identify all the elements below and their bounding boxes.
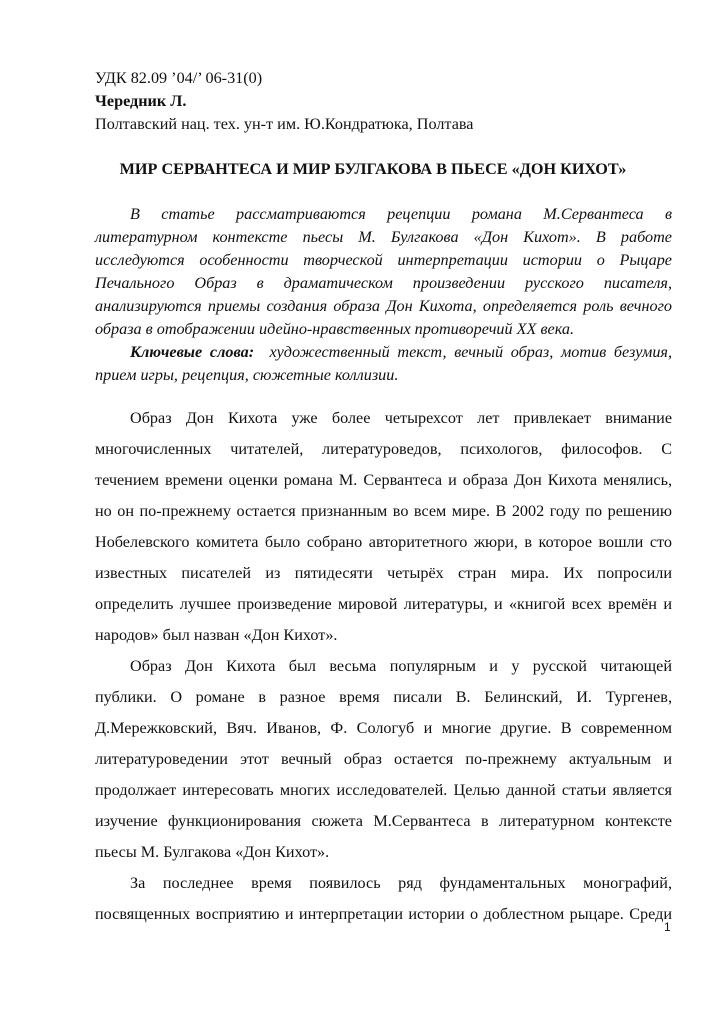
body-line: литературоведении этот вечный образ остается по-прежнему актуальным и bbox=[95, 750, 672, 768]
udk-code: УДК 82.09 ’04/’ 06-31(0) bbox=[95, 69, 263, 87]
body-line: определить лучшее произведение мировой литературы, и «книгой всех времён и bbox=[95, 595, 672, 613]
abstract-line: литературном контексте пьесы М. Булгакова «Дон Кихот». В работе bbox=[95, 228, 672, 246]
abstract-line: образа в отображении идейно-нравственных противоречий XX века. bbox=[95, 320, 575, 338]
abstract-line: исследуются особенности творческой интерпретации истории о Рыцаре bbox=[95, 251, 672, 269]
body-line: течением времени оценки романа М. Сервантеса и образа Дон Кихота менялись, bbox=[95, 471, 672, 489]
abstract-line: В статье рассматриваются рецепции романа М.Сервантеса в bbox=[130, 205, 672, 223]
body-line: многочисленных читателей, литературоведов, психологов, философов. С bbox=[95, 440, 672, 458]
body-line: изучение функционирования сюжета М.Сервантеса в литературном контексте bbox=[95, 812, 672, 830]
body-line: Образ Дон Кихота уже более четырехсот лет привлекает внимание bbox=[130, 409, 672, 427]
body-line: Образ Дон Кихота был весьма популярным и у русской читающей bbox=[130, 657, 672, 675]
abstract-line: Печального Образ в драматическом произведении русского писателя, bbox=[95, 274, 672, 292]
body-line: продолжает интересовать многих исследователей. Целью данной статьи является bbox=[95, 781, 672, 799]
article-title: МИР СЕРВАНТЕСА И МИР БУЛГАКОВА В ПЬЕСЕ «ДОН КИХОТ» bbox=[119, 160, 627, 178]
body-line: Д.Мережковский, Вяч. Иванов, Ф. Сологуб и многие другие. В современном bbox=[95, 719, 672, 737]
body-line: посвященных восприятию и интерпретации истории о доблестном рыцаре. Среди bbox=[95, 905, 672, 923]
body-line: Нобелевского комитета было собрано авторитетного жюри, в которое вошли сто bbox=[95, 533, 672, 551]
body-line: народов» был назван «Дон Кихот». bbox=[95, 626, 338, 644]
abstract-line: анализируются приемы создания образа Дон Кихота, определяется роль вечного bbox=[95, 297, 672, 315]
body-line: публики. О романе в разное время писали В. Белинский, И. Тургенев, bbox=[95, 688, 672, 706]
body-paragraph-1 bbox=[95, 403, 672, 651]
page-number: 1 bbox=[664, 920, 671, 934]
abstract bbox=[95, 203, 672, 387]
body-paragraph-3 bbox=[95, 868, 672, 930]
body-line: но он по-прежнему остается признанным во всем мире. В 2002 году по решению bbox=[95, 502, 672, 520]
body-line: известных писателей из пятидесяти четырёх стран мира. Их попросили bbox=[95, 564, 672, 582]
body-line: За последнее время появилось ряд фундаментальных монографий, bbox=[130, 874, 672, 892]
body-line: пьесы М. Булгакова «Дон Кихот». bbox=[95, 843, 330, 861]
keywords-line bbox=[95, 341, 672, 364]
affiliation: Полтавский нац. тех. ун-т им. Ю.Кондратюка, Полтава bbox=[95, 115, 474, 133]
keywords-line: прием игры, рецепция, сюжетные коллизии. bbox=[95, 366, 399, 384]
body-paragraph-2 bbox=[95, 651, 672, 868]
keywords-text: художественный текст, вечный образ, мотив безумия, bbox=[269, 343, 672, 361]
keywords-label: Ключевые слова: bbox=[130, 343, 255, 361]
author-name: Чередник Л. bbox=[95, 92, 187, 110]
